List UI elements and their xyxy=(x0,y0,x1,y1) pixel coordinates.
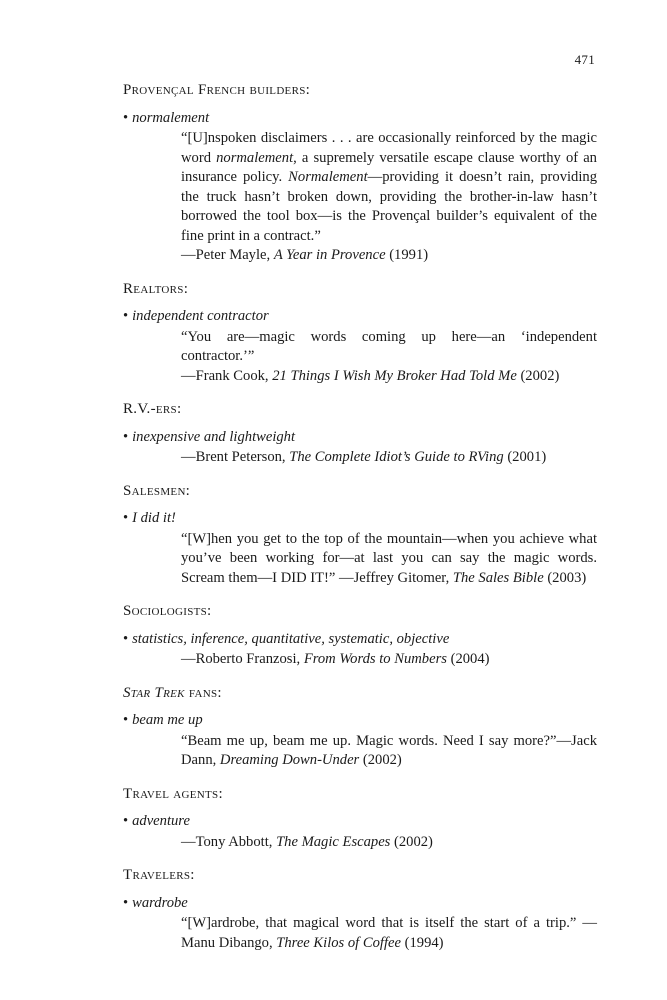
attribution-year: (2002) xyxy=(516,367,560,384)
section-heading: R.V.-ers: xyxy=(123,401,182,417)
term-text: normalement xyxy=(132,109,210,126)
bullet-icon: • xyxy=(123,630,129,647)
quote-source-year: (1994) xyxy=(400,934,444,951)
section-travel-agents xyxy=(123,785,597,853)
attribution-author: —Brent Peterson, xyxy=(181,449,290,465)
quote-source-year: (2002) xyxy=(359,752,402,768)
entry xyxy=(123,894,597,954)
section-heading: Salesmen: xyxy=(123,482,191,499)
entry-term xyxy=(123,812,597,832)
section-travelers xyxy=(123,866,597,953)
entry xyxy=(123,109,597,266)
entry-term xyxy=(123,109,597,129)
quote-text: “[W]hen you get to the top of the mountain—when you achieve what you’ve been working for—at last you can say the magic words. Scream them—I DID IT!” —Jeffrey Gitomer, xyxy=(181,530,597,586)
section-heading: Realtors: xyxy=(123,280,189,297)
bullet-icon: • xyxy=(123,894,129,911)
quote-source-year: (2003) xyxy=(543,569,587,586)
quote-source-title: The Sales Bible xyxy=(452,569,544,586)
entry-quote xyxy=(181,530,597,589)
bullet-icon: • xyxy=(123,712,129,728)
section-sociologists xyxy=(123,602,597,670)
bullet-icon: • xyxy=(123,813,129,829)
quote-italic: normalement xyxy=(216,149,294,166)
section-heading: Provençal French builders: xyxy=(123,82,311,98)
bullet-icon: • xyxy=(123,428,129,445)
section-heading: Travel agents: xyxy=(123,785,223,802)
entry-term xyxy=(123,630,597,650)
quote-source-title: Three Kilos of Coffee xyxy=(276,934,401,951)
entry xyxy=(123,711,597,771)
term-text: wardrobe xyxy=(132,894,188,911)
heading-italic: Star Trek xyxy=(123,684,185,701)
term-text: I did it! xyxy=(132,510,176,526)
attribution-year: (2004) xyxy=(446,651,490,667)
term-text: statistics, inference, quantitative, systematic, objective xyxy=(132,630,450,647)
quote-source-title: Dreaming Down-Under xyxy=(219,752,360,768)
attribution-year: (1991) xyxy=(385,247,429,263)
entry-quote: “You are—magic words coming up here—an ‘independent contractor.’” xyxy=(181,328,597,364)
page-content xyxy=(123,81,597,967)
page-number: 471 xyxy=(574,52,595,67)
section-heading: Sociologists: xyxy=(123,603,212,619)
entry-attribution xyxy=(181,448,597,468)
entry-attribution xyxy=(181,650,597,670)
term-text: inexpensive and lightweight xyxy=(132,428,296,445)
quote-text: , a supremely versatile escape clause worthy of an insurance policy. xyxy=(181,149,597,185)
entry-attribution xyxy=(181,246,597,266)
attribution-title: The Complete Idiot’s Guide to RVing xyxy=(289,449,504,465)
section-heading xyxy=(123,684,597,704)
bullet-icon: • xyxy=(123,510,129,526)
entry-term xyxy=(123,307,597,327)
section-heading: Travelers: xyxy=(123,867,195,883)
attribution-title: From Words to Numbers xyxy=(303,651,447,667)
attribution-title: 21 Things I Wish My Broker Had Told Me xyxy=(272,367,517,384)
entry xyxy=(123,307,597,386)
section-star-trek-fans xyxy=(123,684,597,771)
entry-term xyxy=(123,428,597,448)
bullet-icon: • xyxy=(123,308,129,324)
term-text: beam me up xyxy=(132,712,203,728)
attribution-year: (2001) xyxy=(503,449,547,465)
quote-text: —providing it doesn’t rain, providing the truck hasn’t broken down, providing the brother-in-law hasn’t borrowed the tool box—is the Provençal builder’s equivalent of the fine print in a contract.” xyxy=(181,169,597,244)
attribution-author: —Roberto Franzosi, xyxy=(181,651,304,667)
section-salesmen xyxy=(123,482,597,589)
term-text: independent contractor xyxy=(132,308,269,324)
entry-term xyxy=(123,509,597,529)
entry-quote xyxy=(181,914,597,953)
attribution-title: The Magic Escapes xyxy=(276,833,391,850)
term-text: adventure xyxy=(132,813,190,829)
entry-quote xyxy=(181,129,597,246)
entry xyxy=(123,428,597,468)
section-rvers xyxy=(123,400,597,468)
entry-attribution xyxy=(181,367,597,387)
attribution-year: (2002) xyxy=(390,833,433,850)
entry-term xyxy=(123,711,597,731)
heading-rest: fans: xyxy=(184,684,222,701)
bullet-icon: • xyxy=(123,109,129,126)
entry xyxy=(123,812,597,852)
entry xyxy=(123,630,597,670)
entry xyxy=(123,509,597,588)
quote-text: “[W]ardrobe, that magical word that is itself the start of a trip.” —Manu Dibango, xyxy=(181,915,597,951)
entry-attribution xyxy=(181,833,597,853)
attribution-author: —Frank Cook, xyxy=(181,367,273,384)
attribution-title: A Year in Provence xyxy=(273,247,386,263)
attribution-author: —Peter Mayle, xyxy=(181,247,274,263)
quote-text: “Beam me up, beam me up. Magic words. Need I say more?”—Jack Dann, xyxy=(181,732,597,768)
quote-text: “[U]nspoken disclaimers . . . are occasionally reinforced by the magic word xyxy=(181,130,597,166)
attribution-author: —Tony Abbott, xyxy=(181,833,277,850)
entry-term xyxy=(123,894,597,914)
section-realtors xyxy=(123,280,597,387)
quote-italic: Normalement xyxy=(288,169,368,185)
entry-quote xyxy=(181,732,597,771)
section-provencal-builders xyxy=(123,81,597,266)
